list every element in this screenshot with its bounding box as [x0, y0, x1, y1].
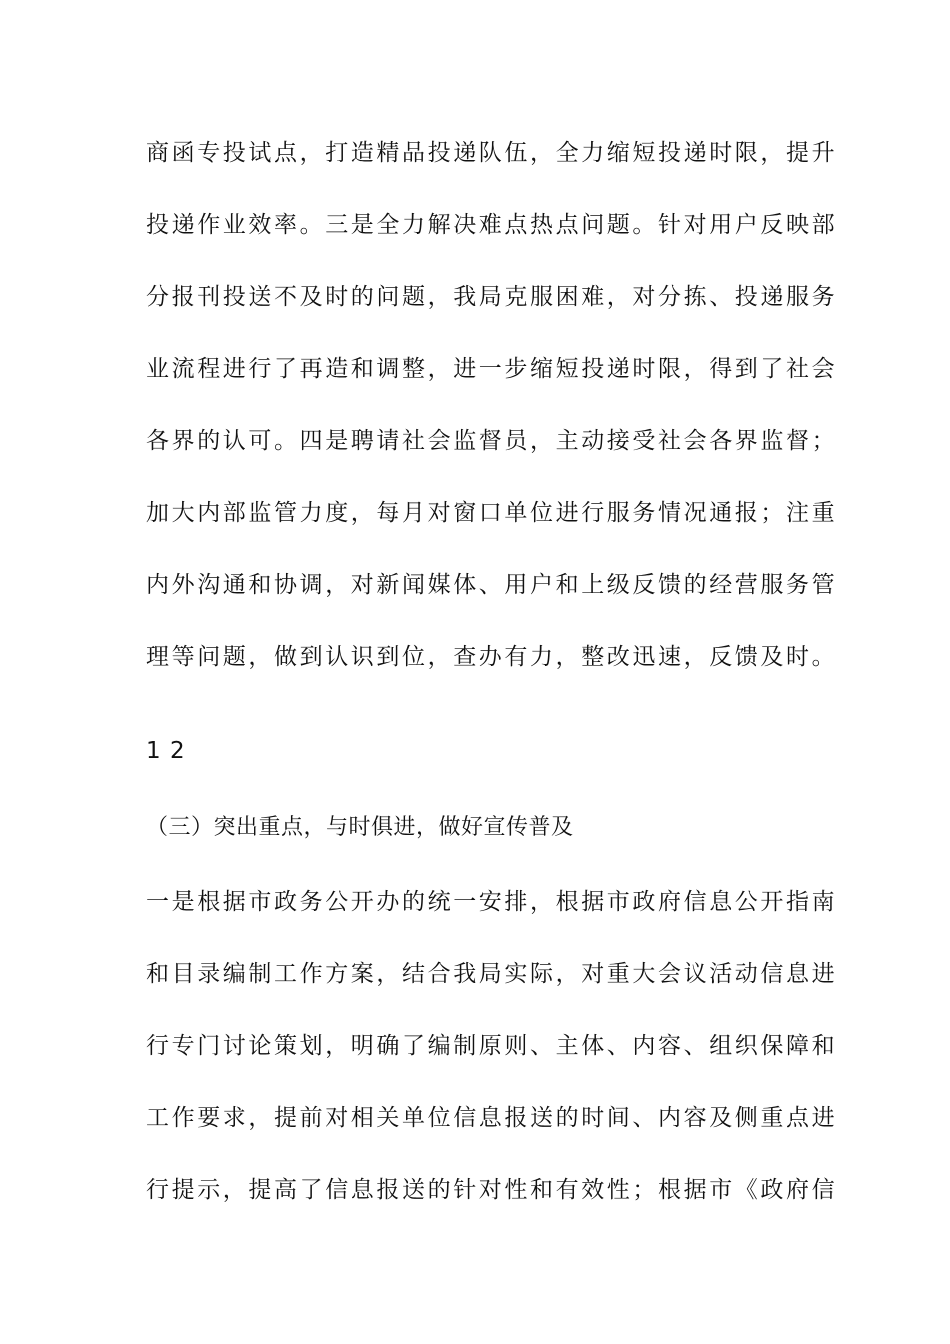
- paragraph-line: 和目录编制工作方案，结合我局实际，对重大会议活动信息进: [146, 961, 838, 987]
- paragraph-line: 行提示，提高了信息报送的针对性和有效性；根据市《政府信: [146, 1177, 838, 1203]
- paragraph-line: 投递作业效率。三是全力解决难点热点问题。针对用户反映部: [146, 212, 838, 238]
- paragraph-line: 分报刊投送不及时的问题，我局克服困难，对分拣、投递服务: [146, 284, 838, 310]
- paragraph-line: 工作要求，提前对相关单位信息报送的时间、内容及侧重点进: [146, 1105, 838, 1131]
- paragraph-line: 内外沟通和协调，对新闻媒体、用户和上级反馈的经营服务管: [146, 572, 838, 598]
- paragraph-line: 一是根据市政务公开办的统一安排，根据市政府信息公开指南: [146, 889, 838, 915]
- paragraph-line: 行专门讨论策划，明确了编制原则、主体、内容、组织保障和: [146, 1033, 838, 1059]
- page-number-marker: 1 2: [146, 738, 186, 764]
- paragraph-line: 加大内部监管力度，每月对窗口单位进行服务情况通报；注重: [146, 500, 838, 526]
- paragraph-line: 商函专投试点，打造精品投递队伍，全力缩短投递时限，提升: [146, 140, 838, 166]
- section-heading: （三）突出重点，与时俱进，做好宣传普及: [146, 815, 574, 840]
- paragraph-line: 业流程进行了再造和调整，进一步缩短投递时限，得到了社会: [146, 356, 838, 382]
- paragraph-line: 各界的认可。四是聘请社会监督员，主动接受社会各界监督；: [146, 428, 838, 454]
- paragraph-line: 理等问题，做到认识到位，查办有力，整改迅速，反馈及时。: [146, 644, 838, 670]
